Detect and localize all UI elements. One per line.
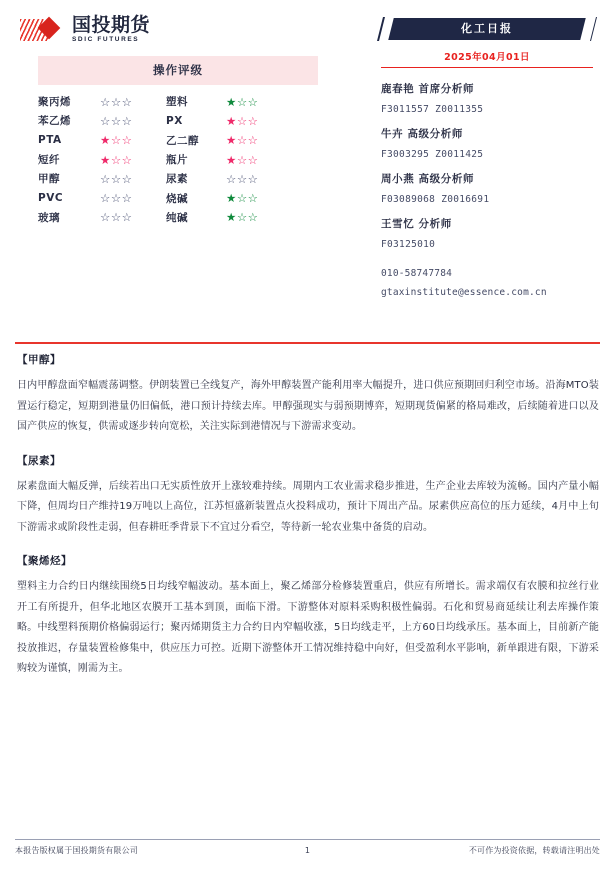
rating-star: ★: [100, 152, 111, 167]
section-text: 日内甲醇盘面窄幅震荡调整。伊朗装置已全线复产，海外甲醇装置产能利用率大幅提升，进口供应预期回归利空市场。沿海MTO装置运行稳定，短期到港量仍旧偏低，港口预计持续去库。甲醇强现实与弱预期博弈，短期现货偏紧的格局难改，后续随着进口以及国产供应的恢复，供需或逐步转向宽松，关注实际到港情况与下游需求变动。: [17, 380, 599, 432]
rating-product-name-left: PTA: [38, 134, 62, 147]
rating-product-name-right: 烧碱: [166, 192, 188, 205]
rating-row: [38, 208, 318, 227]
rating-star: ☆: [247, 133, 259, 148]
rating-product-name-right: 纯碱: [166, 211, 188, 224]
rating-star: ☆: [121, 113, 133, 128]
rating-star: ☆: [236, 113, 248, 128]
analyst-license-code: F3003295 Z0011425: [381, 149, 484, 161]
rating-star: ★: [226, 133, 237, 148]
rating-star: ☆: [121, 94, 133, 109]
report-header: [0, 0, 615, 340]
rating-star: ☆: [247, 94, 259, 109]
rating-stars-left: [100, 153, 166, 167]
footer-divider: [15, 839, 600, 840]
rating-stars-right: [226, 133, 292, 147]
header-divider: [15, 342, 600, 344]
rating-star: ☆: [121, 171, 133, 186]
rating-star: ☆: [110, 191, 122, 206]
ribbon-tick-left-icon: [377, 17, 384, 41]
section-text: 尿素盘面大幅反弹，后续若出口无实质性放开上涨较难持续。周期内工农业需求稳步推进，生产企业去库较为流畅。国内产量小幅下降，但周均日产维持19万吨以上高位，江苏恒盛新装置点火投料成功，预计下周出产品。尿素供应高位的压力延续，4月中上旬下游需求或阶段性走弱，但春耕旺季背景下不宜过分看空，等待新一轮农业集中备货的启动。: [17, 480, 599, 533]
rating-star: ☆: [110, 133, 122, 148]
analyst-name: 鹿春艳 首席分析师: [381, 83, 475, 96]
rating-stars-right: [226, 153, 292, 167]
analyst-license-code: F03125010: [381, 239, 436, 251]
logo-name-en: SDIC FUTURES: [72, 36, 140, 43]
contact-phone[interactable]: 010-58747784: [381, 268, 453, 280]
analyst-list: [381, 68, 593, 250]
rating-product-name-left: 聚丙烯: [38, 96, 71, 109]
ratings-table-title: 操作评级: [38, 56, 318, 85]
rating-star: ☆: [110, 152, 122, 167]
report-footer: [15, 839, 600, 856]
rating-star: ☆: [236, 152, 248, 167]
rating-product-name-right: 塑料: [166, 96, 188, 109]
rating-star: ☆: [100, 94, 111, 109]
rating-star: ☆: [226, 171, 237, 186]
contact-email[interactable]: gtaxinstitute@essence.com.cn: [381, 287, 547, 299]
analyst-name: 牛卉 高级分析师: [381, 128, 463, 141]
rating-star: ☆: [121, 133, 133, 148]
rating-star: ☆: [100, 113, 111, 128]
rating-stars-right: [226, 95, 292, 109]
analyst-name: 王雪忆 分析师: [381, 218, 452, 231]
company-logo: [20, 16, 150, 44]
section-text: 塑料主力合约日内继续围绕5日均线窄幅波动。基本面上，聚乙烯部分检修装置重启，供应有所增长。需求端仅有农膜和拉丝行业开工有所提升，但华北地区农膜开工基本到顶，面临下滑。下游整体对原料采购积极性偏弱。石化和贸易商延续让利去库操作策略。中线塑料预期价格偏弱运行；聚丙烯期货主力合约日内窄幅收涨，5日均线走平，上方60日均线承压。基本面上，目前新产能投放推迟，存量装置检修集中，供应压力可控。近期下游整体开工情况维持稳中向好，但受盈利水平影响，新单跟进有限，下游采购较为谨慎，刚需为主。: [17, 581, 599, 674]
rating-stars-right: [226, 114, 292, 128]
rating-product-name-left: 甲醇: [38, 173, 60, 186]
rating-star: ☆: [236, 133, 248, 148]
rating-star: ☆: [110, 210, 122, 225]
rating-stars-left: [100, 172, 166, 186]
report-section: [17, 553, 599, 680]
rating-star: ☆: [247, 191, 259, 206]
report-body: [0, 352, 615, 695]
report-meta-block: [381, 18, 593, 306]
rating-stars-left: [100, 133, 166, 147]
rating-product-name-left: 玻璃: [38, 211, 60, 224]
rating-stars-left: [100, 210, 166, 224]
rating-product-name-right: 尿素: [166, 173, 188, 186]
logo-wordmark: [72, 16, 150, 44]
rating-row: [38, 111, 318, 130]
rating-star: ★: [226, 113, 237, 128]
rating-product-name-left: 苯乙烯: [38, 115, 71, 128]
rating-star: ☆: [100, 171, 111, 186]
rating-stars-right: [226, 210, 292, 224]
rating-star: ☆: [121, 210, 133, 225]
footer-page-number: 1: [304, 846, 311, 855]
rating-star: ☆: [236, 94, 248, 109]
rating-stars-left: [100, 114, 166, 128]
section-title: 【甲醇】: [17, 354, 61, 366]
operation-ratings-table: [38, 56, 318, 227]
rating-row: [38, 131, 318, 150]
rating-stars-left: [100, 95, 166, 109]
ratings-rows: [38, 85, 318, 227]
footer-copyright: 本报告版权属于国投期货有限公司: [15, 846, 138, 855]
section-title: 【尿素】: [17, 454, 61, 467]
rating-star: ☆: [110, 113, 122, 128]
rating-star: ☆: [236, 171, 248, 186]
rating-star: ☆: [100, 191, 111, 206]
rating-star: ☆: [236, 191, 248, 206]
rating-star: ★: [226, 152, 237, 167]
rating-star: ☆: [110, 171, 122, 186]
ribbon-tick-right-icon: [590, 17, 597, 41]
report-title: 化工日报: [461, 22, 513, 35]
rating-star: ☆: [247, 152, 259, 167]
rating-star: ☆: [100, 210, 111, 225]
rating-stars-right: [226, 172, 292, 186]
rating-star: ★: [226, 191, 237, 206]
rating-star: ☆: [247, 210, 259, 225]
rating-star: ★: [226, 94, 237, 109]
contact-block: [381, 261, 593, 298]
rating-row: [38, 150, 318, 169]
rating-star: ☆: [247, 171, 259, 186]
footer-disclaimer: 不可作为投资依据，转载请注明出处: [468, 846, 601, 855]
analyst-name: 周小燕 高级分析师: [381, 173, 475, 186]
report-date: 2025年04月01日: [444, 52, 530, 63]
rating-star: ★: [226, 210, 237, 225]
rating-row: [38, 169, 318, 188]
report-title-ribbon: [388, 18, 585, 40]
rating-product-name-right: PX: [166, 114, 183, 127]
rating-star: ☆: [121, 152, 133, 167]
rating-row: [38, 92, 318, 111]
rating-product-name-left: 短纤: [38, 154, 60, 167]
rating-star: ☆: [110, 94, 122, 109]
rating-row: [38, 188, 318, 207]
footer-row: [15, 845, 600, 856]
rating-product-name-right: 瓶片: [166, 154, 188, 167]
analyst-license-code: F03089068 Z0016691: [381, 194, 490, 206]
section-title: 【聚烯烃】: [17, 555, 72, 567]
rating-stars-right: [226, 191, 292, 205]
rating-star: ☆: [247, 113, 259, 128]
rating-product-name-left: PVC: [38, 192, 64, 205]
report-section: [17, 352, 599, 438]
logo-name-cn: 国投期货: [72, 14, 151, 36]
rating-star: ☆: [121, 191, 133, 206]
rating-product-name-right: 乙二醇: [166, 134, 199, 147]
report-section: [17, 453, 599, 539]
rating-star: ★: [100, 133, 111, 148]
rating-stars-left: [100, 191, 166, 205]
rating-star: ☆: [236, 210, 248, 225]
logo-mark-icon: [20, 17, 66, 43]
analyst-license-code: F3011557 Z0011355: [381, 104, 484, 116]
